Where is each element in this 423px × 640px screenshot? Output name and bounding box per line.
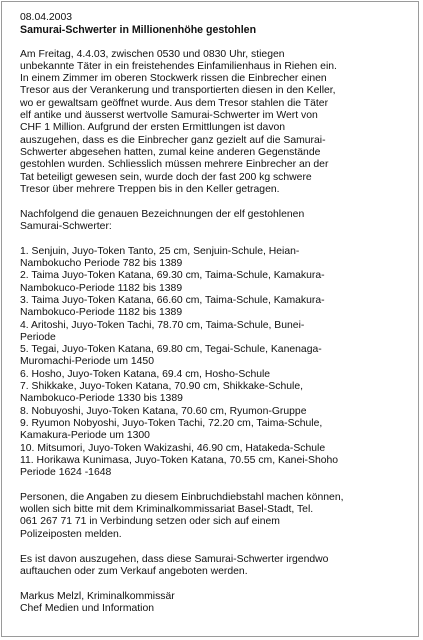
paragraph-contact: Personen, die Angaben zu diesem Einbruchdiebstahl machen können, wollen sich bitte mit dem Kriminalkommissariat Basel-Stadt, Tel. 061 267 71 71 in Verbindung setzen oder sich auf einem Polizeiposten melden. <box>20 491 344 540</box>
list-item: 7. Shikkake, Juyo-Token Katana, 70.90 cm, Shikkake-Schule, Nambokuco-Periode 1330 bis 1389 <box>20 381 304 405</box>
paragraph-incident: Am Freitag, 4.4.03, zwischen 0530 und 0830 Uhr, stiegen unbekannte Täter in ein freistehendes Einfamilienhaus in Riehen ein. In einem Zimmer im oberen Stockwerk rissen die Einbrecher einen Tresor aus der Verankerung und transportierten diesen in den Keller, wo er gewaltsam geöffnet wurde. Aus dem Tresor stahlen die Täter elf antike und äusserst wertvolle Samurai-Schwerter im Wert von CHF 1 Million. Aufgrund der ersten Ermittlungen ist davon auszugehen, dass es die Einbrecher ganz gezielt auf die Samurai- Schwerter abgesehen hatten, zumal keine anderen Gegenstände gestohlen wurden. Schliesslich müssen mehrere Einbrecher an der Tat beteiligt gewesen sein, wurde doch der fast 200 kg schwere Tresor über mehrere Treppen bis in den Keller getragen. <box>20 48 337 195</box>
list-item: 3. Taima Juyo-Token Katana, 66.60 cm, Taima-Schule, Kamakura- Nambokuco-Periode 1182 bis 1389 <box>20 294 325 319</box>
paragraph-outlook: Es ist davon auszugehen, dass diese Samurai-Schwerter irgendwo auftauchen oder zum Verkauf angeboten werden. <box>20 553 329 577</box>
signature: Markus Melzl, Kriminalkommissär Chef Medien und Information <box>20 590 175 614</box>
press-release <box>20 12 412 615</box>
headline: Samurai-Schwerter in Millionenhöhe gestohlen <box>20 24 257 37</box>
list-item: 9. Ryumon Nobyoshi, Juyo-Token Tachi, 72.20 cm, Taima-Schule, Kamakura-Periode um 1300 <box>20 417 323 442</box>
list-item: 1. Senjuin, Juyo-Token Tanto, 25 cm, Senjuin-Schule, Heian- Nambokucho Periode 782 bis 1389 <box>20 245 300 270</box>
list-item: 11. Horikawa Kunimasa, Juyo-Token Katana, 70.55 cm, Kanei-Shoho Periode 1624 -1648 <box>20 454 339 479</box>
release-date: 08.04.2003 <box>20 12 73 23</box>
list-item: 5. Tegai, Juyo-Token Katana, 69.80 cm, Tegai-Schule, Kanenaga- Muromachi-Periode um 1450 <box>20 344 322 368</box>
paragraph-list-intro: Nachfolgend die genauen Bezeichnungen der elf gestohlenen Samurai-Schwerter: <box>20 208 305 232</box>
list-item: 4. Aritoshi, Juyo-Token Tachi, 78.70 cm, Taima-Schule, Bunei- Periode <box>20 319 305 343</box>
stolen-swords-list <box>20 246 412 480</box>
list-item: 8. Nobuyoshi, Juyo-Token Katana, 70.60 cm, Ryumon-Gruppe <box>20 405 307 417</box>
list-item: 10. Mitsumori, Juyo-Token Wakizashi, 46.90 cm, Hatakeda-Schule <box>20 442 326 454</box>
list-item: 6. Hosho, Juyo-Token Katana, 69.4 cm, Hosho-Schule <box>20 368 271 380</box>
list-item: 2. Taima Juyo-Token Katana, 69.30 cm, Taima-Schule, Kamakura- Nambokuco-Periode 1182 bis 1389 <box>20 270 325 294</box>
